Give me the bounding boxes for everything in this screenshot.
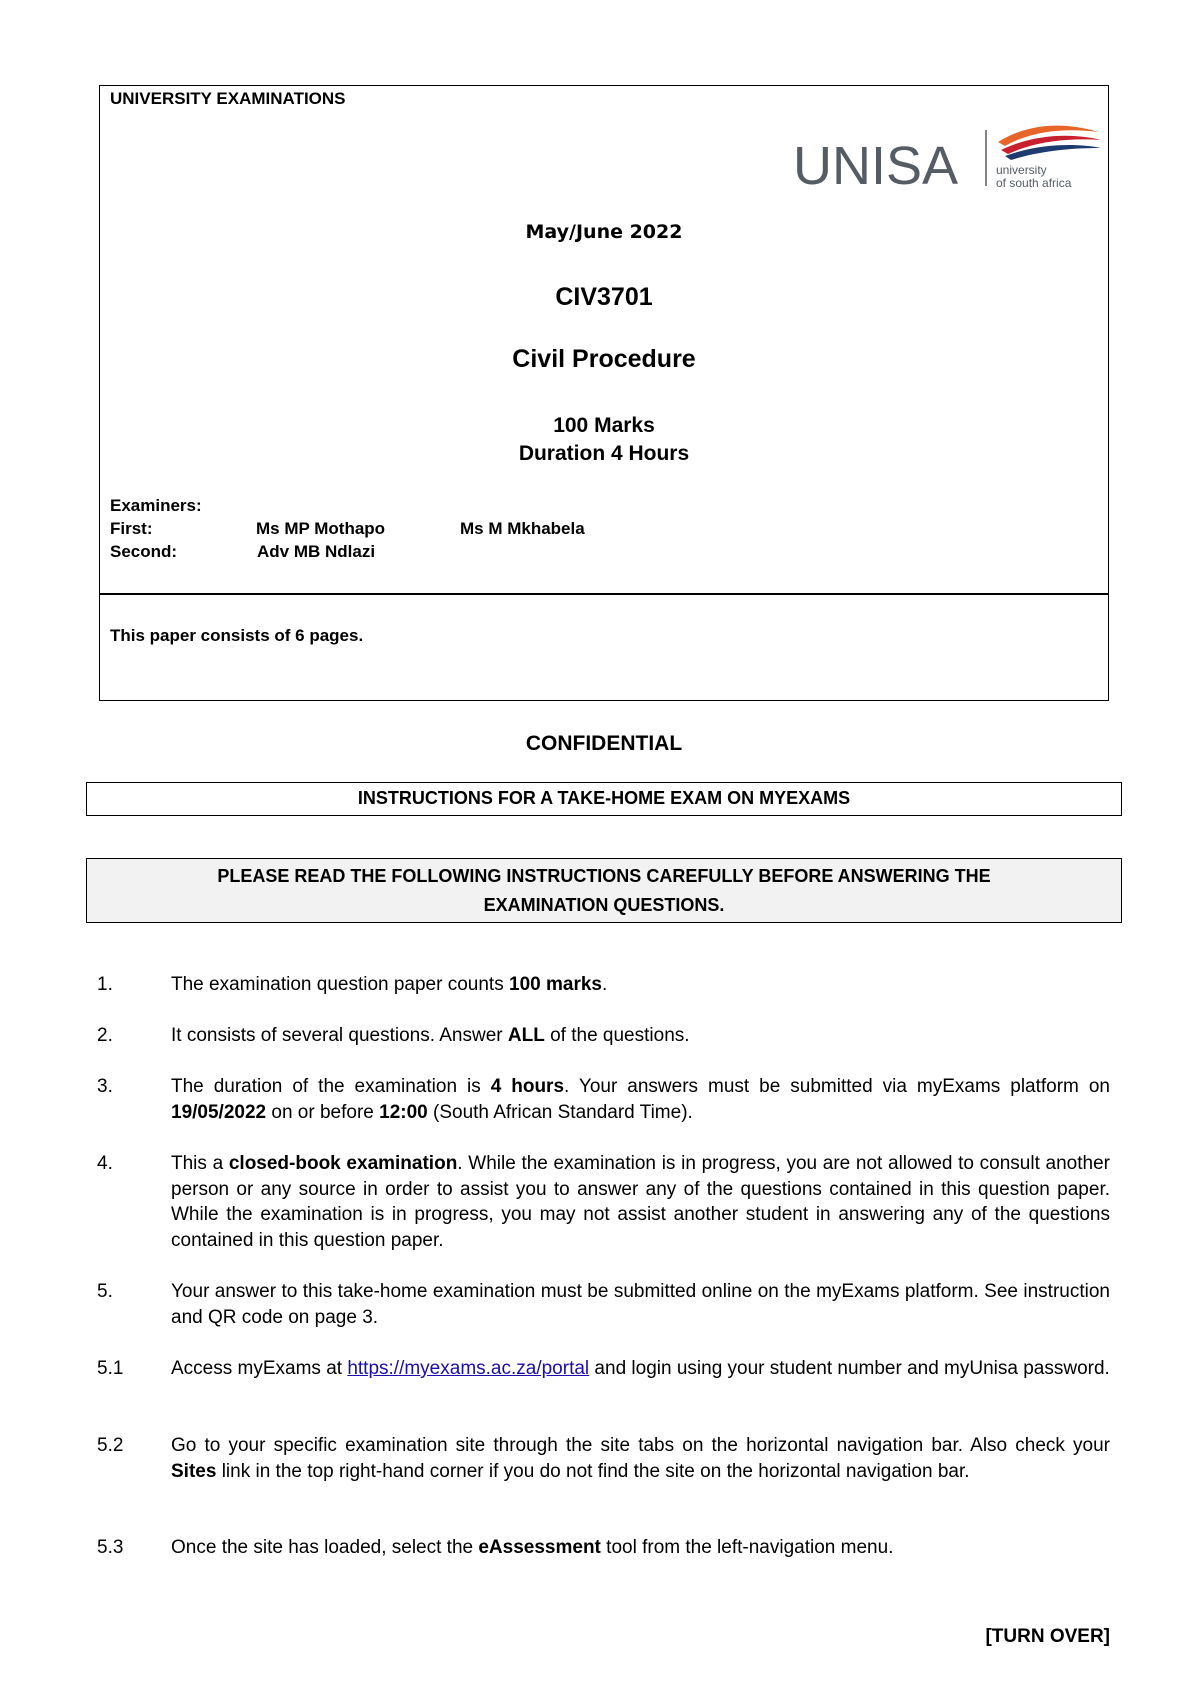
item-text: The duration of the examination is xyxy=(171,1076,491,1097)
item-text: . xyxy=(601,974,608,995)
read-notice-line-1: PLEASE READ THE FOLLOWING INSTRUCTIONS CAREFULLY BEFORE ANSWERING THE xyxy=(217,866,991,886)
second-label: Second: xyxy=(110,542,178,561)
read-instructions-notice xyxy=(86,858,1122,923)
item-text: Go to your specific examination site through the site tabs on the horizontal navigation bar. Also check your xyxy=(171,1435,1110,1456)
item-bold: 19/05/2022 xyxy=(171,1101,267,1123)
item-number: 5.1 xyxy=(97,1358,124,1379)
logo-wordmark: UNISA xyxy=(793,136,959,192)
item-bold: 100 marks xyxy=(509,974,602,995)
instruction-item-5 xyxy=(97,1279,1110,1330)
instruction-item-3 xyxy=(97,1074,1110,1125)
item-text: It consists of several questions. Answer xyxy=(171,1025,508,1046)
first-examiner-1: Ms MP Mothapo xyxy=(256,519,386,538)
item-number: 2. xyxy=(97,1025,113,1046)
item-number: 5.2 xyxy=(97,1435,124,1456)
exam-session: May/June 2022 xyxy=(525,221,683,243)
item-text: Once the site has loaded, select the xyxy=(171,1537,479,1558)
first-examiner-2: Ms M Mkhabela xyxy=(460,519,585,538)
item-bold: Sites xyxy=(171,1460,217,1482)
marks-duration xyxy=(99,412,1109,468)
pages-note: This paper consists of 6 pages. xyxy=(110,626,364,645)
item-number: 5. xyxy=(97,1281,113,1302)
second-examiner: Adv MB Ndlazi xyxy=(257,542,376,561)
item-number: 3. xyxy=(97,1076,113,1097)
item-text: link in the top right-hand corner if you do not find the site on the horizontal navigation bar. xyxy=(216,1460,970,1482)
item-number: 1. xyxy=(97,974,113,995)
total-marks: 100 Marks xyxy=(553,414,655,437)
instruction-item-1 xyxy=(97,972,1110,998)
myexams-portal-link[interactable]: https://myexams.ac.za/portal xyxy=(347,1358,590,1379)
item-text: The examination question paper counts xyxy=(171,974,509,995)
item-bold: ALL xyxy=(507,1025,545,1046)
item-bold: 12:00 xyxy=(379,1101,428,1123)
confidential-heading: CONFIDENTIAL xyxy=(525,732,683,755)
instruction-item-2 xyxy=(97,1023,1110,1049)
read-notice-line-2: EXAMINATION QUESTIONS. xyxy=(483,895,725,915)
item-number: 4. xyxy=(97,1153,113,1174)
item-text: and login using your student number and myUnisa password. xyxy=(589,1358,1110,1379)
logo-tagline-2: of south africa xyxy=(996,176,1072,190)
instruction-item-4 xyxy=(97,1151,1110,1253)
item-text: of the questions. xyxy=(544,1025,690,1046)
logo-tagline-1: university xyxy=(996,163,1047,177)
item-text: Your answer to this take-home examination must be submitted online on the myExams platform. See instruction and QR code on page 3. xyxy=(171,1281,1110,1328)
examiners-label: Examiners: xyxy=(110,496,202,515)
item-text: on or before xyxy=(266,1101,380,1123)
logo-swoosh-orange xyxy=(998,126,1098,146)
item-number: 5.3 xyxy=(97,1537,124,1558)
turn-over-note: [TURN OVER] xyxy=(985,1626,1110,1647)
item-bold: 4 hours xyxy=(490,1076,565,1097)
item-text: tool from the left-navigation menu. xyxy=(600,1537,894,1558)
course-code: CIV3701 xyxy=(555,283,653,311)
duration: Duration 4 Hours xyxy=(518,442,690,465)
instructions-title: INSTRUCTIONS FOR A TAKE-HOME EXAM ON MYEXAMS xyxy=(86,782,1122,816)
item-text: . While the examination is in progress, you are not allowed to consult another person or any source in order to assist you to answer any of the questions contained in this question paper. While the examination is in progress, you may not assist another student in answering any of the questions contained in this question paper. xyxy=(171,1153,1110,1251)
cover-divider xyxy=(99,593,1109,595)
item-bold: closed-book examination xyxy=(228,1153,458,1174)
item-bold: eAssessment xyxy=(478,1537,601,1558)
unisa-logo xyxy=(793,122,1103,192)
first-label: First: xyxy=(110,519,153,538)
university-examinations-label: UNIVERSITY EXAMINATIONS xyxy=(110,89,346,108)
course-name: Civil Procedure xyxy=(512,345,696,373)
item-text: This a xyxy=(171,1153,229,1174)
instruction-item-5-3 xyxy=(97,1535,1110,1561)
instruction-item-5-2 xyxy=(97,1433,1110,1484)
item-text: . Your answers must be submitted via myExams platform on xyxy=(564,1076,1110,1097)
item-text: (South African Standard Time). xyxy=(427,1101,693,1123)
instruction-item-5-1 xyxy=(97,1356,1110,1382)
item-text: Access myExams at xyxy=(171,1358,348,1379)
